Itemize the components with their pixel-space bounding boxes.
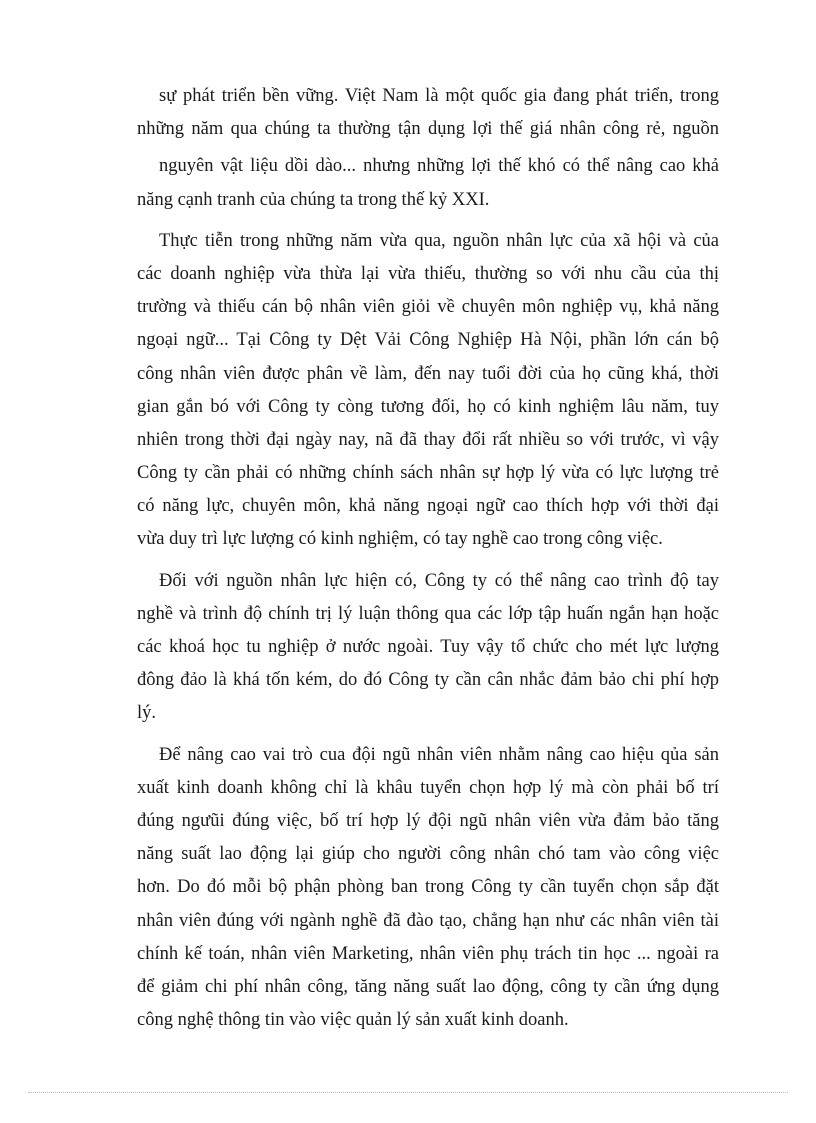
text-line: gian gắn bó với Công ty còng tương đối, họ có kinh nghiệm lâu năm, tuy [137, 396, 719, 417]
text-line: các khoá học tu nghiệp ở nước ngoài. Tuy vậy tổ chức cho mét lực lượng [137, 637, 719, 657]
text-line: năng cạnh tranh của chúng ta trong thế kỷ XXI. [137, 189, 490, 210]
text-line: hơn. Do đó mỗi bộ phận phòng ban trong Công ty cần tuyển chọn sắp đặt [137, 877, 719, 898]
text-line: công nhân viên được phân về làm, đến nay tuổi đời của họ cũng khá, thời [137, 363, 719, 384]
text-line: các doanh nghiệp vừa thừa lại vừa thiếu, thường so với nhu cầu của thị [137, 263, 719, 284]
page-bottom-divider [28, 1092, 788, 1093]
text-line: Đối với nguồn nhân lực hiện có, Công ty có thể nâng cao trình độ tay [159, 570, 719, 591]
paragraph-2 [137, 225, 719, 557]
text-line: nguyên vật liệu dồi dào... nhưng những lợi thế khó có thể nâng cao khả [159, 156, 719, 177]
paragraph-4 [137, 739, 719, 1038]
text-line: đông đảo là khá tốn kém, do đó Công ty cần cân nhắc đảm bảo chi phí hợp [137, 670, 719, 691]
text-line: xuất kinh doanh không chỉ là khâu tuyển chọn hợp lý mà còn phải bố trí [137, 777, 719, 798]
text-line: ngoại ngữ... Tại Công ty Dệt Vải Công Nghiệp Hà Nội, phần lớn cán bộ [137, 330, 719, 351]
text-line: Thực tiễn trong những năm vừa qua, nguồn nhân lực của xã hội và của [159, 230, 719, 251]
text-line: trường và thiếu cán bộ nhân viên giỏi về chuyên môn nghiệp vụ, khả năng [137, 297, 719, 318]
paragraph-1 [137, 80, 719, 217]
text-line: Để nâng cao vai trò cua đội ngũ nhân viên nhằm nâng cao hiệu qủa sản [159, 744, 719, 765]
text-line: công nghệ thông tin vào việc quản lý sản xuất kinh doanh. [137, 1010, 569, 1031]
text-line: chính kế toán, nhân viên Marketing, nhân viên phụ trách tin học ... ngoài ra [137, 943, 719, 964]
text-line: lý. [137, 703, 157, 724]
text-line: để giảm chi phí nhân công, tăng năng suất lao động, công ty cần ứng dụng [137, 976, 719, 997]
text-line: những năm qua chúng ta thường tận dụng lợi thế giá nhân công rẻ, nguồn [137, 119, 719, 140]
text-line: nghề và trình độ chính trị lý luận thông qua các lớp tập huấn ngắn hạn hoặc [137, 603, 719, 624]
text-line: năng suất lao động lại giúp cho người công nhân chó tam vào công việc [137, 844, 719, 865]
document-body [137, 80, 719, 1037]
text-line: sự phát triển bền vững. Việt Nam là một quốc gia đang phát triển, trong [159, 86, 719, 106]
paragraph-3 [137, 565, 719, 731]
text-line: Công ty cần phải có những chính sách nhân sự hợp lý vừa có lực lượng trẻ [137, 463, 719, 484]
text-line: có năng lực, chuyên môn, khả năng ngoại ngữ cao thích hợp với thời đại [137, 496, 719, 517]
text-line: nhiên trong thời đại ngày nay, nã đã thay đổi rất nhiều so với trước, vì vậy [137, 429, 719, 450]
text-line: vừa duy trì lực lượng có kinh nghiệm, có tay nghề cao trong công việc. [137, 529, 663, 550]
text-line: đúng ngưũi đúng việc, bố trí hợp lý đội ngũ nhân viên vừa đảm bảo tăng [137, 810, 719, 831]
text-line: nhân viên đúng với ngành nghề đã đào tạo, chẳng hạn như các nhân viên tài [137, 910, 719, 931]
